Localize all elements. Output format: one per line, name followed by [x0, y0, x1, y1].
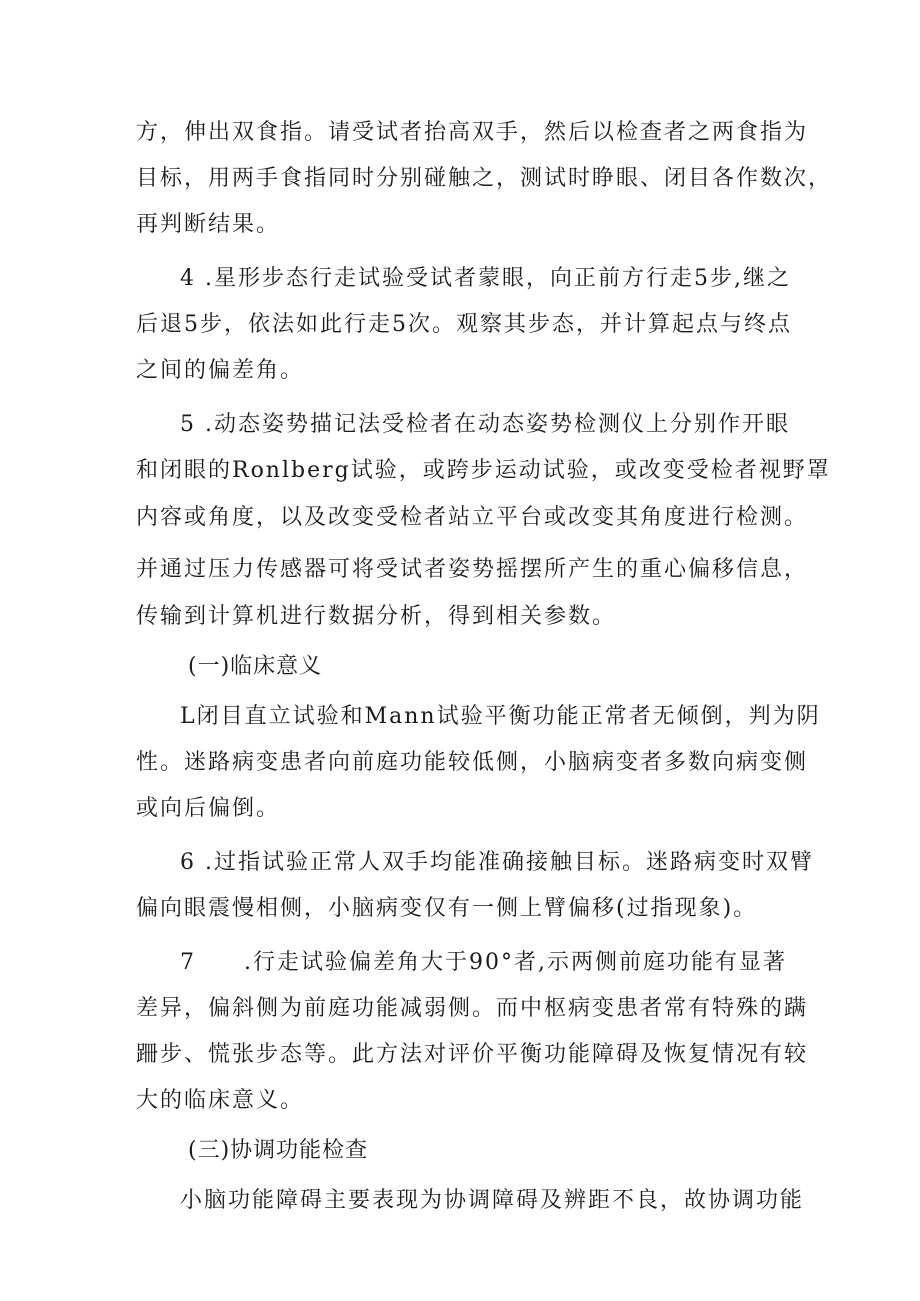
text-line: 大的临床意义。 — [136, 1088, 305, 1113]
text-line: 7 .行走试验偏差角大于90°者,示两侧前庭功能有显著 — [180, 950, 787, 975]
text-line: 6 .过指试验正常人双手均能准确接触目标。迷路病变时双臂 — [180, 850, 814, 875]
text-line: 之间的偏差角。 — [136, 358, 305, 383]
section-heading: (三)协调功能检查 — [188, 1138, 369, 1163]
text-line: 内容或角度，以及改变受检者站立平台或改变其角度进行检测。 — [136, 505, 809, 530]
text-line: 传输到计算机进行数据分析，得到相关参数。 — [136, 604, 617, 629]
text-line: 方，伸出双食指。请受试者抬高双手，然后以检查者之两食指为 — [136, 120, 809, 145]
text-line: 差异，偏斜侧为前庭功能减弱侧。而中枢病变患者常有特殊的蹒 — [136, 996, 809, 1021]
text-line: 再判断结果。 — [136, 212, 281, 237]
text-line: 5 .动态姿势描记法受检者在动态姿势检测仪上分别作开眼 — [180, 412, 790, 437]
text-line: 和闭眼的Ronlberg试验，或跨步运动试验，或改变受检者视野罩 — [136, 458, 831, 483]
text-line: L闭目直立试验和Mann试验平衡功能正常者无倾倒，判为阴 — [180, 704, 821, 729]
text-line: 小脑功能障碍主要表现为协调障碍及辨距不良，故协调功能 — [180, 1188, 805, 1213]
text-line: 目标，用两手食指同时分别碰触之，测试时睁眼、闭目各作数次， — [136, 166, 833, 191]
text-line: 4 .星形步态行走试验受试者蒙眼，向正前方行走5步,继之 — [180, 266, 791, 291]
text-line: 后退5步，依法如此行走5次。观察其步态，并计算起点与终点 — [136, 312, 792, 337]
text-line: 性。迷路病变患者向前庭功能较低侧，小脑病变者多数向病变侧 — [136, 750, 809, 775]
text-line: 并通过压力传感器可将受试者姿势摇摆所产生的重心偏移信息， — [136, 557, 809, 582]
text-line: 或向后偏倒。 — [136, 796, 281, 821]
section-heading: (一)临床意义 — [188, 654, 323, 679]
text-line: 偏向眼震慢相侧，小脑病变仅有一侧上臂偏移(过指现象)。 — [136, 896, 758, 921]
text-line: 跚步、慌张步态等。此方法对评价平衡功能障碍及恢复情况有较 — [136, 1042, 809, 1067]
